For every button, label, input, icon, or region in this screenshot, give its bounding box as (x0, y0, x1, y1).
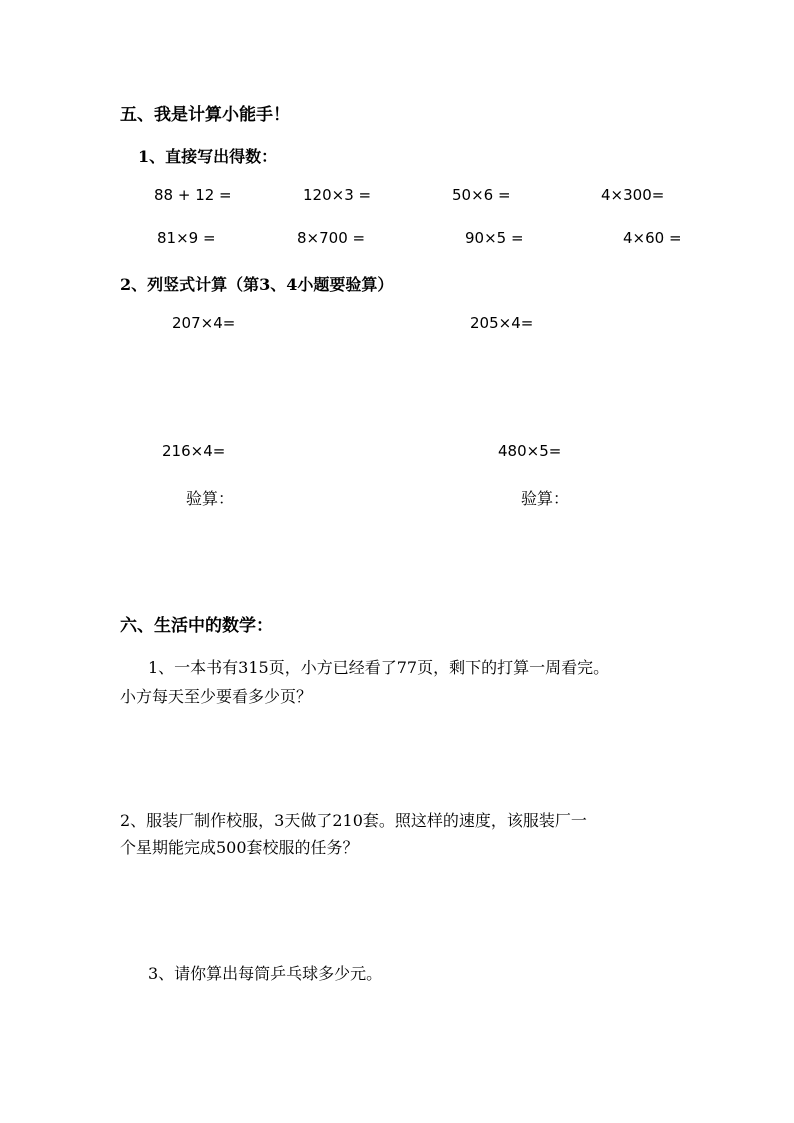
word-problem-3: 3、请你算出每筒乒乓球多少元。 (148, 964, 383, 983)
oral-expr: 8×700 = (297, 229, 366, 247)
vertical-calc-problem: 216×4= (162, 442, 226, 460)
oral-expr: 120×3 = (303, 186, 372, 204)
word-problem-1-line-1: 1、一本书有315页，小方已经看了77页，剩下的打算一周看完。 (148, 658, 610, 677)
oral-expr: 90×5 = (465, 229, 524, 247)
section-6-title: 六、生活中的数学： (120, 616, 273, 636)
word-problem-2-line-2: 个星期能完成500套校服的任务？ (120, 838, 359, 857)
vertical-calc-problem: 207×4= (172, 314, 236, 332)
section-5-title: 五、我是计算小能手！ (120, 105, 290, 125)
oral-expr: 81×9 = (157, 229, 216, 247)
vertical-calc-problem: 205×4= (470, 314, 534, 332)
check-label: 验算： (186, 489, 235, 508)
oral-expr: 50×6 = (452, 186, 511, 204)
word-problem-2-line-1: 2、服装厂制作校服，3天做了210套。照这样的速度，该服装厂一 (120, 811, 587, 830)
vertical-calc-problem: 480×5= (498, 442, 562, 460)
oral-expr: 88 + 12 = (154, 186, 232, 204)
oral-expr: 4×60 = (623, 229, 682, 247)
part-1-heading: 1、直接写出得数： (138, 147, 278, 166)
part-2-heading: 2、列竖式计算（第3、4小题要验算） (120, 275, 394, 294)
word-problem-1-line-2: 小方每天至少要看多少页？ (120, 687, 313, 706)
check-label: 验算： (521, 489, 570, 508)
oral-expr: 4×300= (601, 186, 665, 204)
